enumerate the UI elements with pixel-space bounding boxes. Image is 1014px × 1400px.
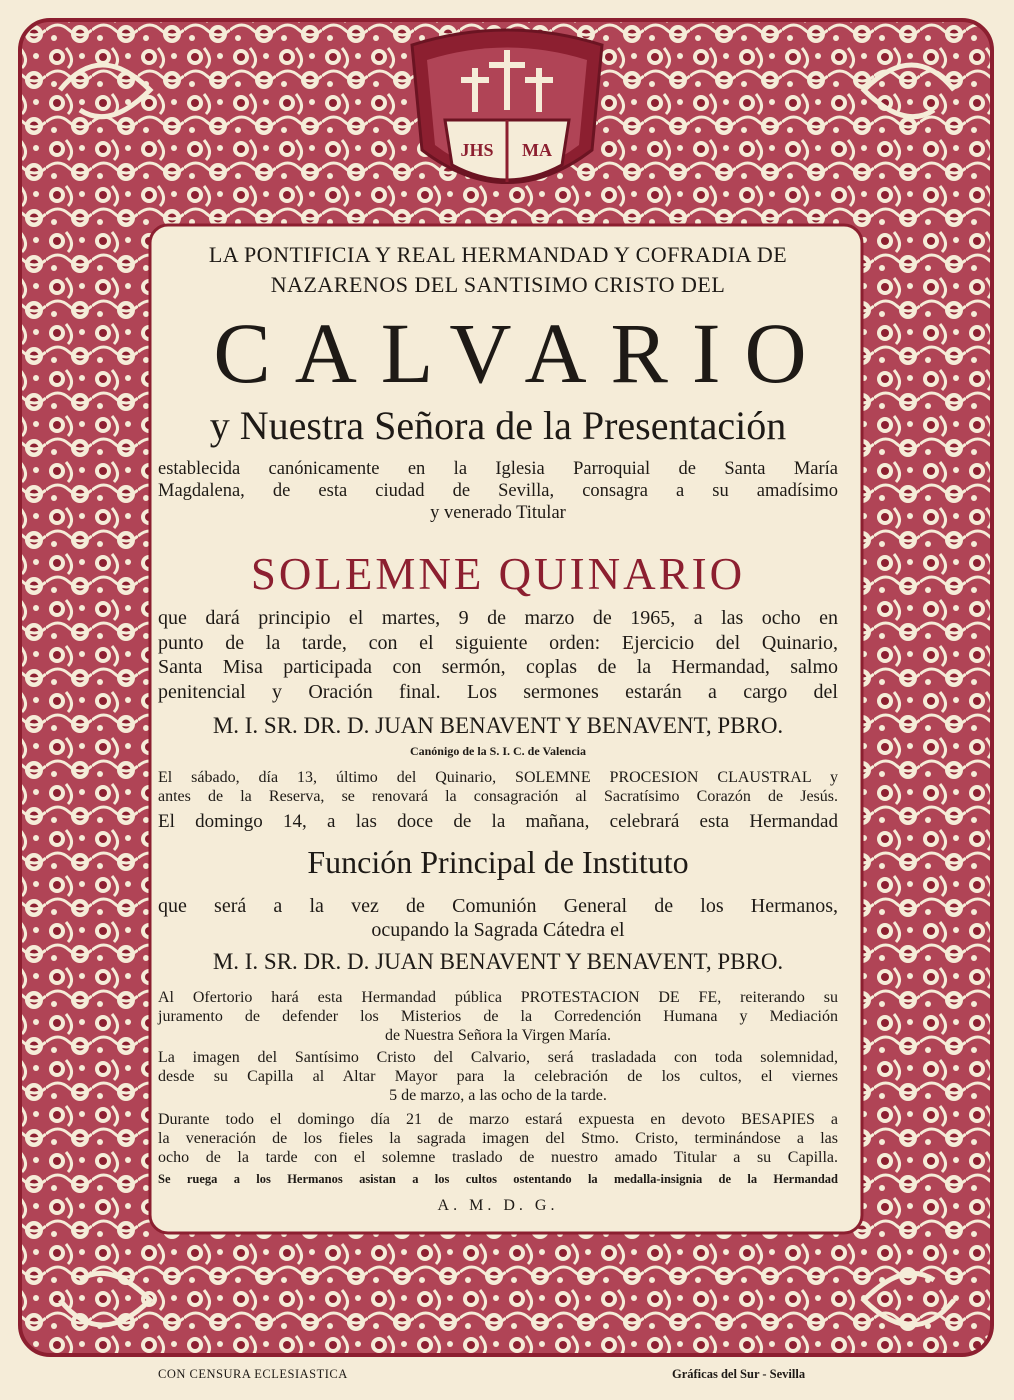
besapies-line-1: Durante todo el domingo día 21 de marzo estará expuesta en devoto BESAPIES a (158, 1111, 838, 1128)
communion-line-1: que será a la vez de Comunión General de los Hermanos, (158, 895, 838, 917)
intro-line-3: y venerado Titular (430, 503, 566, 523)
transfer-line-3: 5 de marzo, a las ocho de la tarde. (389, 1087, 607, 1104)
printer-credit: Gráficas del Sur - Sevilla (672, 1367, 806, 1381)
communion-text (158, 894, 838, 942)
transfer-line-2: desde su Capilla al Altar Mayor para la celebración de los cultos, el viernes (158, 1068, 838, 1085)
emblem (412, 30, 602, 183)
saturday-line-1: El sábado, día 13, último del Quinario, SOLEMNE PROCESION CLAUSTRAL y (158, 769, 838, 786)
offertory-line-1: Al Ofertorio hará esta Hermandad pública PROTESTACION DE FE, reiterando su (158, 989, 838, 1006)
request-line: Se ruega a los Hermanos asistan a los cultos ostentando la medalla-insignia de la Hermandad (158, 1172, 838, 1186)
censorship-note: CON CENSURA ECLESIASTICA (158, 1367, 348, 1381)
event-description (158, 606, 838, 704)
preacher-title: Canónigo de la S. I. C. de Valencia (409, 744, 587, 758)
main-title: CALVARIO (213, 305, 831, 401)
intro-text (158, 458, 838, 524)
preacher-name-2: M. I. SR. DR. D. JUAN BENAVENT Y BENAVENT, PBRO. (212, 949, 784, 974)
emblem-monogram-left: JHS (460, 140, 494, 160)
transfer-text (158, 1048, 838, 1105)
sunday-line: El domingo 14, a las doce de la mañana, celebrará esta Hermandad (158, 811, 838, 832)
function-title: Función Principal de Instituto (307, 844, 689, 880)
intro-line-1: establecida canónicamente en la Iglesia Parroquial de Santa María (158, 459, 838, 479)
emblem-monogram-right: MA (522, 140, 552, 160)
besapies-text (158, 1110, 838, 1167)
amdg-motto: A. M. D. G. (437, 1197, 559, 1214)
event-desc-line-1: que dará principio el martes, 9 de marzo de 1965, a las ocho en (158, 607, 838, 629)
brotherhood-line-1: LA PONTIFICIA Y REAL HERMANDAD Y COFRADIA DE (208, 242, 788, 267)
intro-line-2: Magdalena, de esta ciudad de Sevilla, consagra a su amadísimo (158, 481, 838, 501)
request-text (158, 1172, 838, 1187)
offertory-line-2: juramento de defender los Misterios de la Corredención Humana y Mediación (158, 1008, 838, 1025)
communion-line-2: ocupando la Sagrada Cátedra el (371, 919, 625, 941)
transfer-line-1: La imagen del Santísimo Cristo del Calvario, será trasladada con toda solemnidad, (158, 1049, 838, 1066)
saturday-notice (158, 768, 838, 806)
event-desc-line-3: Santa Misa participada con sermón, coplas de la Hermandad, salmo (158, 656, 838, 678)
offertory-text (158, 988, 838, 1045)
besapies-line-3: ocho de la tarde con el solemne traslado de nuestro amado Titular a su Capilla. (158, 1149, 838, 1166)
besapies-line-2: la veneración de los fieles la sagrada imagen del Stmo. Cristo, terminándose a las (158, 1130, 838, 1147)
event-desc-line-4: penitencial y Oración final. Los sermones estarán a cargo del (158, 680, 838, 703)
preacher-name: M. I. SR. DR. D. JUAN BENAVENT Y BENAVENT, PBRO. (212, 713, 784, 738)
brotherhood-name (158, 240, 838, 300)
sunday-notice (158, 810, 838, 834)
offertory-line-3: de Nuestra Señora la Virgen María. (385, 1027, 611, 1044)
event-desc-line-2: punto de la tarde, con el siguiente orden: Ejercicio del Quinario, (158, 631, 838, 654)
brotherhood-line-2: NAZARENOS DEL SANTISIMO CRISTO DEL (270, 272, 726, 297)
event-title: SOLEMNE QUINARIO (250, 549, 746, 599)
saturday-line-2: antes de la Reserva, se renovará la consagración al Sacratísimo Corazón de Jesús. (158, 788, 838, 805)
subtitle: y Nuestra Señora de la Presentación (209, 403, 787, 448)
